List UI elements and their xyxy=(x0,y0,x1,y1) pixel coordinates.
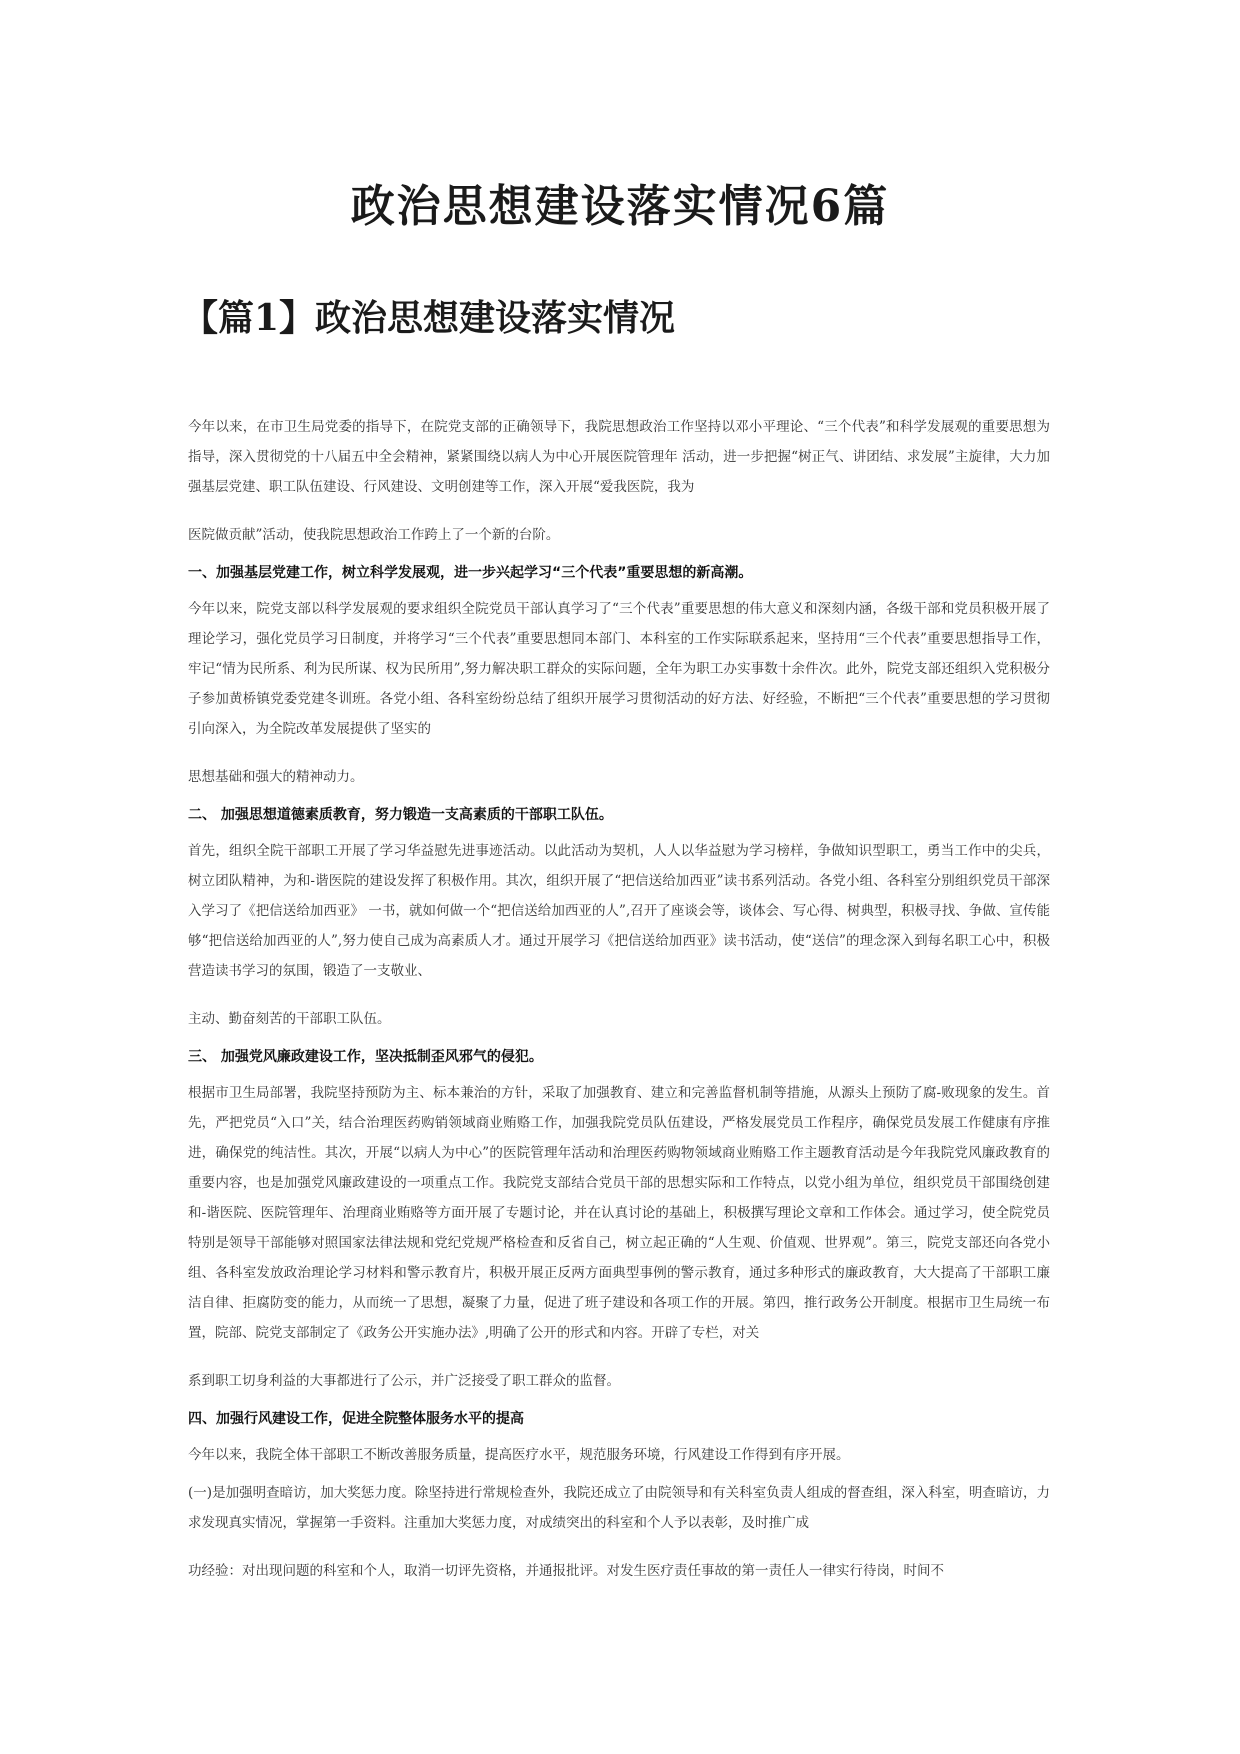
chapter-heading: 【篇1】政治思想建设落实情况 xyxy=(182,297,676,339)
intro-paragraph-continued: 医院做贡献”活动，使我院思想政治工作跨上了一个新的台阶。 xyxy=(188,527,560,543)
section-4-paragraph-a: 今年以来，我院全体干部职工不断改善服务质量，提高医疗水平，规范服务环境，行风建设工作得到有序开展。 xyxy=(188,1447,850,1463)
section-4-paragraph-b: (一)是加强明查暗访，加大奖惩力度。除坚持进行常规检查外，我院还成立了由院领导和有关科室负责人组成的督查组，深入科室，明查暗访，力求发现真实情况，掌握第一手资料。注重加大奖惩力度，对成绩突出的科室和个人予以表彰，及时推广成 xyxy=(188,1485,1050,1531)
section-2-paragraph: 首先，组织全院干部职工开展了学习华益慰先进事迹活动。以此活动为契机，人人以华益慰为学习榜样，争做知识型职工，勇当工作中的尖兵，树立团队精神，为和-谐医院的建设发挥了积极作用。其次，组织开展了“把信送给加西亚”读书系列活动。各党小组、各科室分别组织党员干部深入学习了《把信送给加西亚》 一书，就如何做一个“把信送给加西亚的人”,召开了座谈会等，谈体会、写心得、树典型，积极寻找、争做、宣传能够“把信送给加西亚的人”,努力使自己成为高素质人才。通过开展学习《把信送给加西亚》读书活动，使“送信”的理念深入到每名职工心中，积极营造读书学习的氛围，锻造了一支敬业、 xyxy=(188,843,1050,979)
section-3-paragraph: 根据市卫生局部署，我院坚持预防为主、标本兼治的方针，采取了加强教育、建立和完善监督机制等措施，从源头上预防了腐-败现象的发生。首先，严把党员“入口”关，结合治理医药购销领域商业贿赂工作，加强我院党员队伍建设，严格发展党员工作程序，确保党员发展工作健康有序推进，确保党的纯洁性。其次，开展“以病人为中心”的医院管理年活动和治理医药购物领域商业贿赂工作主题教育活动是今年我院党风廉政教育的重要内容，也是加强党风廉政建设的一项重点工作。我院党支部结合党员干部的思想实际和工作特点，以党小组为单位，组织党员干部围绕创建和-谐医院、医院管理年、治理商业贿赂等方面开展了专题讨论，并在认真讨论的基础上，积极撰写理论文章和工作体会。通过学习，使全院党员特别是领导干部能够对照国家法律法规和党纪党规严格检查和反省自己，树立起正确的“人生观、价值观、世界观”。第三，院党支部还向各党小组、各科室发放政治理论学习材料和警示教育片，积极开展正反两方面典型事例的警示教育，通过多种形式的廉政教育，大大提高了干部职工廉洁自律、拒腐防变的能力，从而统一了思想，凝聚了力量，促进了班子建设和各项工作的开展。第四，推行政务公开制度。根据市卫生局统一布置，院部、院党支部制定了《政务公开实施办法》,明确了公开的形式和内容。开辟了专栏，对关 xyxy=(188,1085,1050,1341)
section-heading-3: 三、 加强党风廉政建设工作，坚决抵制歪风邪气的侵犯。 xyxy=(188,1049,543,1065)
section-2-paragraph-continued: 主动、勤奋刻苦的干部职工队伍。 xyxy=(188,1011,391,1027)
section-1-paragraph-continued: 思想基础和强大的精神动力。 xyxy=(188,769,364,785)
document-body xyxy=(188,412,1050,1586)
document-title: 政治思想建设落实情况6篇 xyxy=(350,181,890,232)
section-heading-4: 四、加强行风建设工作，促进全院整体服务水平的提高 xyxy=(188,1411,524,1427)
section-3-paragraph-continued: 系到职工切身利益的大事都进行了公示，并广泛接受了职工群众的监督。 xyxy=(188,1373,620,1389)
intro-paragraph: 今年以来，在市卫生局党委的指导下，在院党支部的正确领导下，我院思想政治工作坚持以邓小平理论、“三个代表”和科学发展观的重要思想为指导，深入贯彻党的十八届五中全会精神，紧紧围绕以病人为中心开展医院管理年 活动，进一步把握“树正气、讲团结、求发展”主旋律，大力加强基层党建、职工队伍建设、行风建设、文明创建等工作，深入开展“爱我医院，我为 xyxy=(188,419,1050,495)
section-heading-2: 二、 加强思想道德素质教育，努力锻造一支高素质的干部职工队伍。 xyxy=(188,807,613,823)
section-heading-1: 一、加强基层党建工作，树立科学发展观，进一步兴起学习“三个代表”重要思想的新高潮。 xyxy=(188,565,753,581)
section-1-paragraph: 今年以来，院党支部以科学发展观的要求组织全院党员干部认真学习了“三个代表”重要思想的伟大意义和深刻内涵，各级干部和党员积极开展了理论学习，强化党员学习日制度，并将学习“三个代表”重要思想同本部门、本科室的工作实际联系起来，坚持用“三个代表”重要思想指导工作，牢记“情为民所系、利为民所谋、权为民所用”,努力解决职工群众的实际问题，全年为职工办实事数十余件次。此外，院党支部还组织入党积极分子参加黄桥镇党委党建冬训班。各党小组、各科室纷纷总结了组织开展学习贯彻活动的好方法、好经验，不断把“三个代表”重要思想的学习贯彻引向深入，为全院改革发展提供了坚实的 xyxy=(188,601,1050,737)
section-4-paragraph-b-continued: 功经验：对出现问题的科室和个人，取消一切评先资格，并通报批评。对发生医疗责任事故的第一责任人一律实行待岗，时间不 xyxy=(188,1563,944,1579)
